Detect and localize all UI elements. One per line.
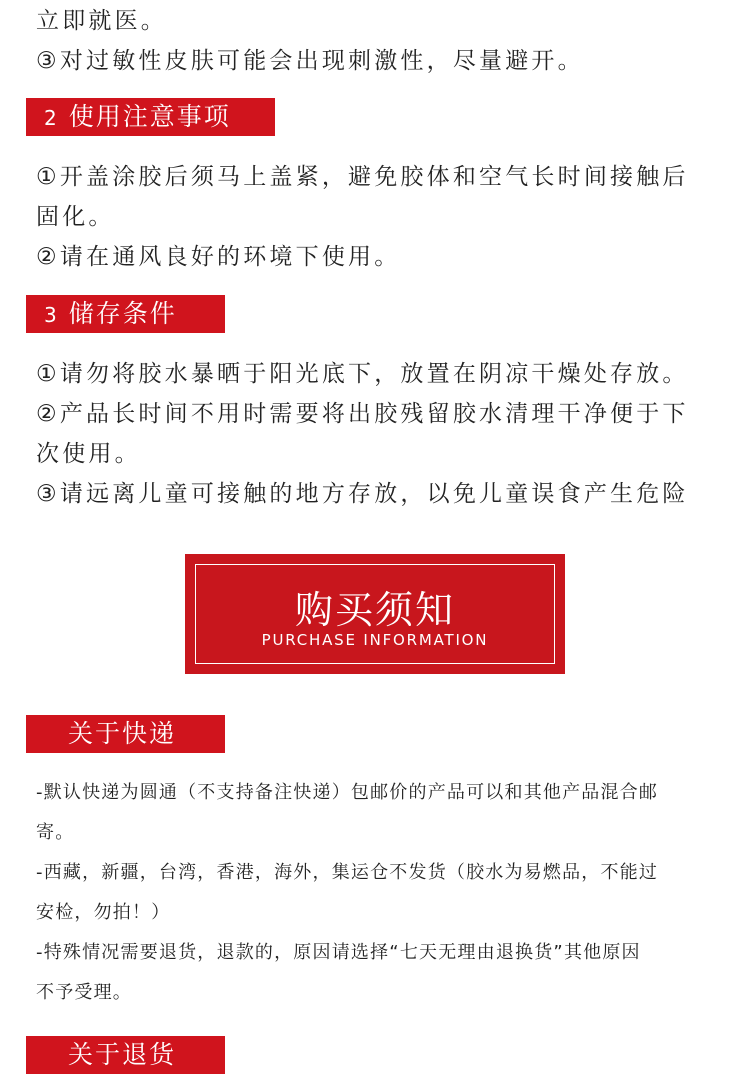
- delivery-line: 不予受理。: [36, 982, 132, 1003]
- section-header-storage: [26, 295, 225, 333]
- delivery-line: 寄。: [36, 822, 75, 843]
- usage-line: 固化。: [36, 204, 115, 230]
- section-number: 3: [44, 303, 59, 327]
- section-number: 2: [44, 106, 59, 130]
- storage-line: ③请远离儿童可接触的地方存放，以免儿童误食产生危险: [36, 481, 689, 507]
- delivery-line: -西藏，新疆，台湾，香港，海外，集运仓不发货（胶水为易燃品，不能过: [36, 862, 659, 883]
- section-title: 使用注意事项: [68, 102, 231, 131]
- purchase-info-banner: [185, 554, 565, 674]
- section-header-returns: 关于退货: [26, 1036, 225, 1074]
- usage-line: ②请在通风良好的环境下使用。: [36, 244, 401, 270]
- precaution-line: ③对过敏性皮肤可能会出现刺激性，尽量避开。: [36, 48, 584, 74]
- delivery-line: -特殊情况需要退货，退款的，原因请选择“七天无理由退换货”其他原因: [36, 942, 641, 963]
- delivery-line: -默认快递为圆通（不支持备注快递）包邮价的产品可以和其他产品混合邮: [36, 782, 659, 803]
- usage-line: ①开盖涂胶后须马上盖紧，避免胶体和空气长时间接触后: [36, 164, 689, 190]
- storage-line: 次使用。: [36, 441, 141, 467]
- section-title: 储存条件: [68, 299, 177, 328]
- delivery-line: 安检，勿拍！）: [36, 902, 171, 923]
- banner-frame: [195, 564, 555, 664]
- section-header-usage: [26, 98, 275, 136]
- storage-line: ①请勿将胶水暴晒于阳光底下，放置在阴凉干燥处存放。: [36, 361, 689, 387]
- storage-line: ②产品长时间不用时需要将出胶残留胶水清理干净便于下: [36, 401, 689, 427]
- precaution-line: 立即就医。: [36, 8, 167, 34]
- section-header-delivery: 关于快递: [26, 715, 225, 753]
- banner-subtitle: PURCHASE INFORMATION: [261, 631, 489, 649]
- banner-title: 购买须知: [294, 588, 455, 632]
